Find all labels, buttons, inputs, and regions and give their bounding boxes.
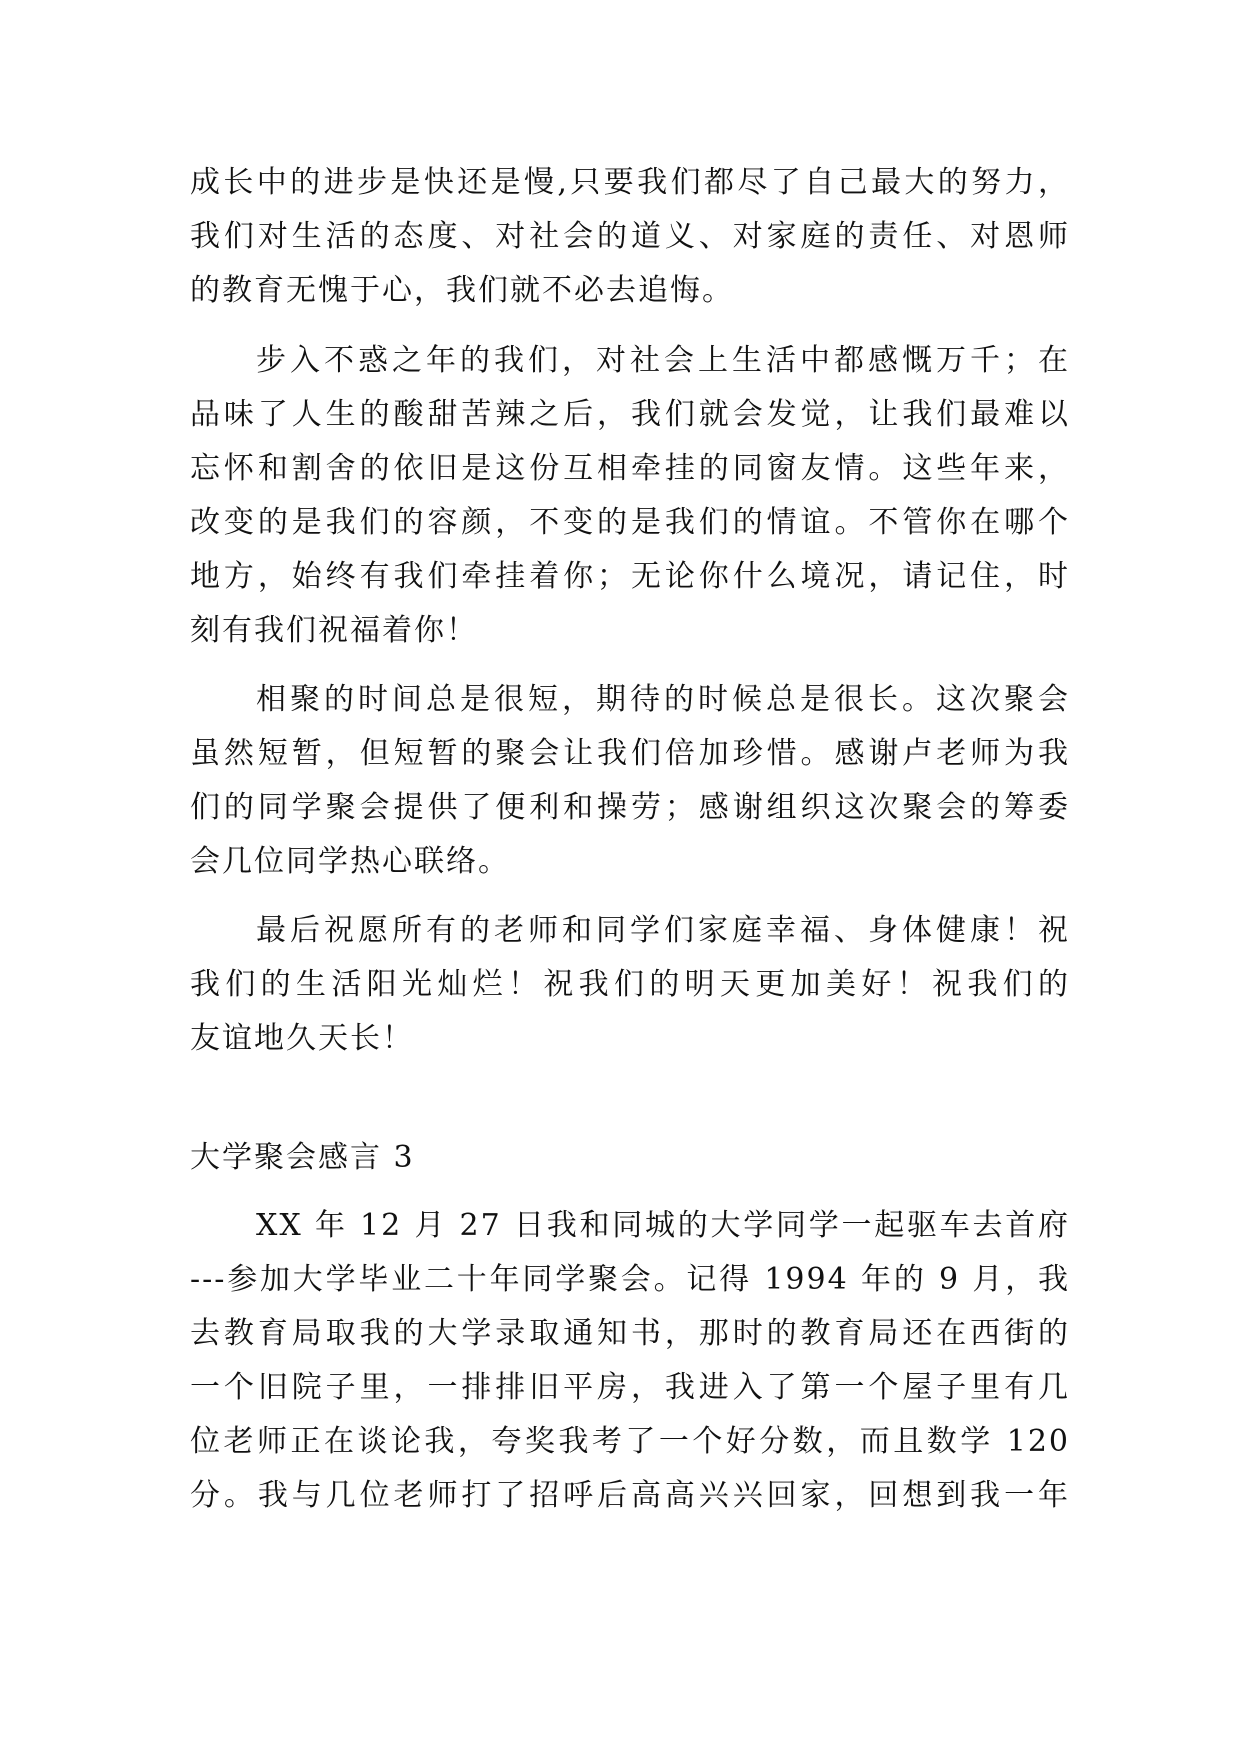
- text-line: 地方，始终有我们牵挂着你；无论你什么境况，请记住，时: [190, 559, 1070, 594]
- section-heading: 大学聚会感言 3: [190, 1140, 415, 1175]
- text-line: 去教育局取我的大学录取通知书，那时的教育局还在西街的: [190, 1316, 1070, 1351]
- text-line: 刻有我们祝福着你！: [190, 613, 478, 648]
- paragraph-first-line: 步入不惑之年的我们，对社会上生活中都感慨万千；在: [256, 343, 1070, 378]
- text-line: 成长中的进步是快还是慢,只要我们都尽了自己最大的努力，: [190, 165, 1070, 200]
- text-line: ---参加大学毕业二十年同学聚会。记得 1994 年的 9 月，我: [190, 1262, 1070, 1297]
- text-line: 位老师正在谈论我，夸奖我考了一个好分数，而且数学 120: [190, 1424, 1070, 1459]
- text-line: 会几位同学热心联络。: [190, 844, 510, 879]
- text-line: 虽然短暂，但短暂的聚会让我们倍加珍惜。感谢卢老师为我: [190, 736, 1070, 771]
- paragraph-first-line: 相聚的时间总是很短，期待的时候总是很长。这次聚会: [256, 682, 1070, 717]
- text-line: 们的同学聚会提供了便利和操劳；感谢组织这次聚会的筹委: [190, 790, 1070, 825]
- text-line: 分。我与几位老师打了招呼后高高兴兴回家，回想到我一年: [190, 1478, 1070, 1513]
- paragraph-first-line: XX 年 12 月 27 日我和同城的大学同学一起驱车去首府: [256, 1208, 1070, 1243]
- text-line: 我们的生活阳光灿烂！祝我们的明天更加美好！祝我们的: [190, 967, 1070, 1002]
- paragraph-first-line: 最后祝愿所有的老师和同学们家庭幸福、身体健康！祝: [256, 913, 1070, 948]
- text-line: 改变的是我们的容颜，不变的是我们的情谊。不管你在哪个: [190, 505, 1070, 540]
- text-line: 我们对生活的态度、对社会的道义、对家庭的责任、对恩师: [190, 219, 1070, 254]
- text-line: 一个旧院子里，一排排旧平房，我进入了第一个屋子里有几: [190, 1370, 1070, 1405]
- text-line: 的教育无愧于心，我们就不必去追悔。: [190, 273, 734, 308]
- text-line: 品味了人生的酸甜苦辣之后，我们就会发觉，让我们最难以: [190, 397, 1070, 432]
- text-line: 友谊地久天长！: [190, 1021, 414, 1056]
- text-line: 忘怀和割舍的依旧是这份互相牵挂的同窗友情。这些年来，: [190, 451, 1070, 486]
